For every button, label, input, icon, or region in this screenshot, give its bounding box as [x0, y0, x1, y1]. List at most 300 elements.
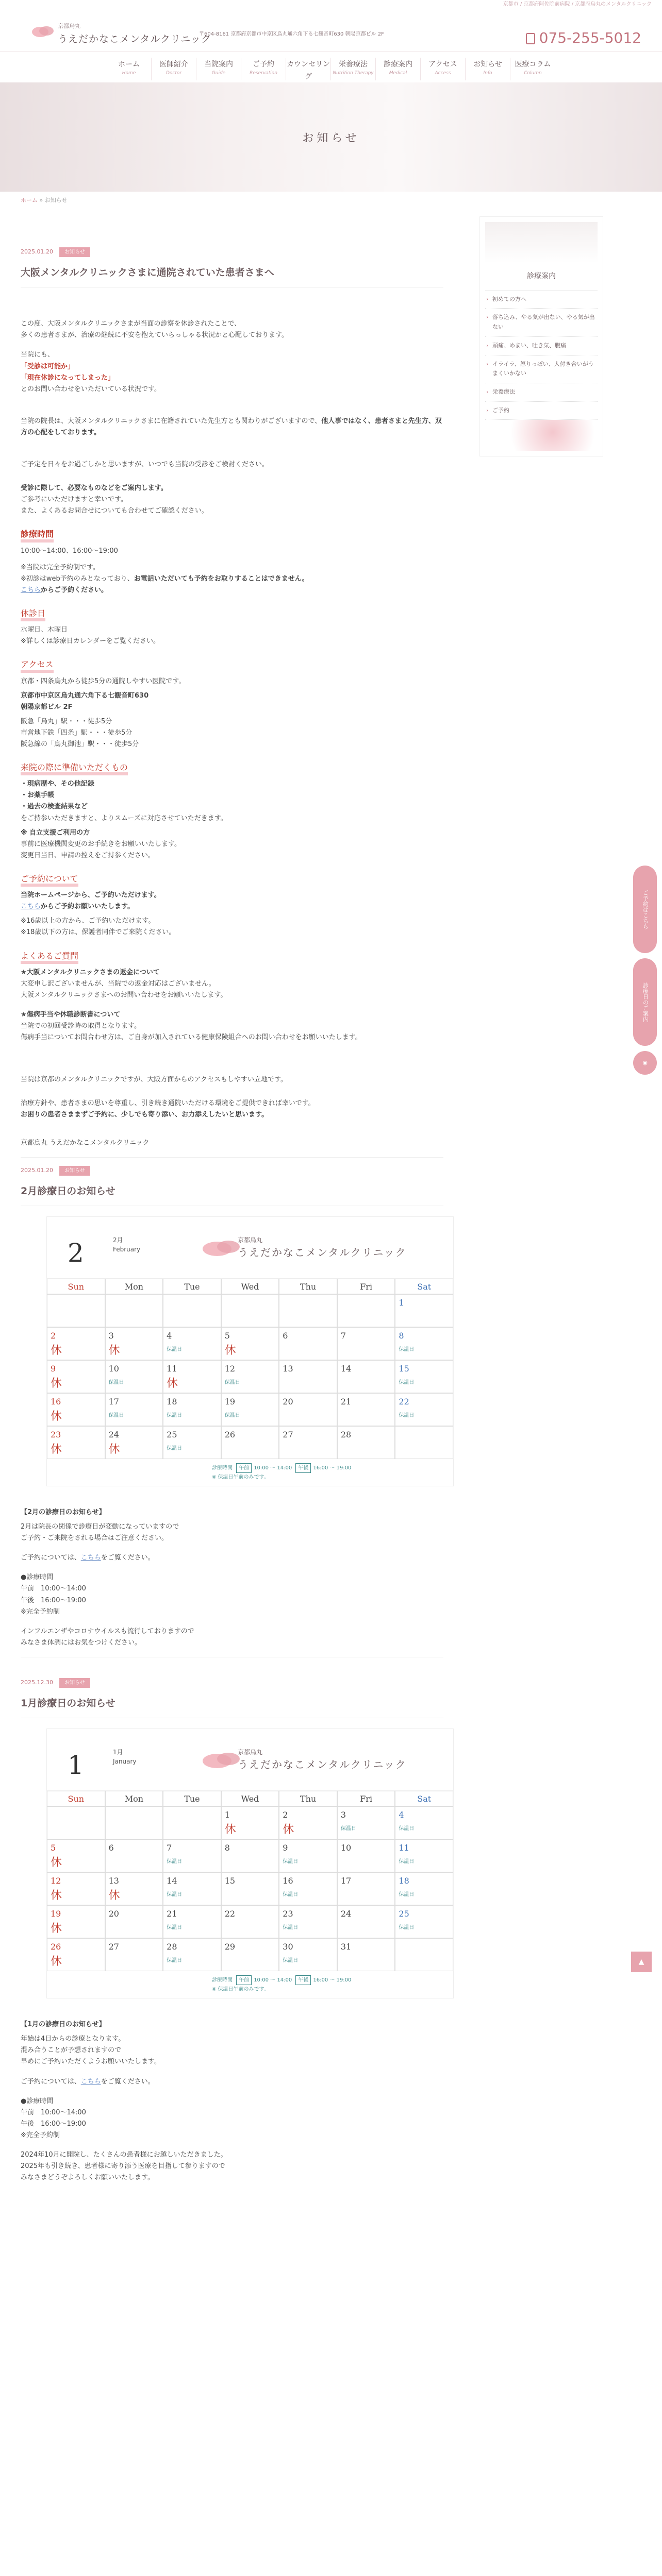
- calendar-day: [279, 1327, 337, 1360]
- calendar-day-number: 19: [51, 1909, 61, 1919]
- calendar-day: [47, 1327, 105, 1360]
- nav-label: お知らせ: [473, 60, 502, 69]
- calendar-legend: [47, 1459, 453, 1486]
- calendar-day-number: 28: [167, 1942, 177, 1952]
- calendar-day: [163, 1327, 221, 1360]
- text: ・お薬手帳: [21, 791, 55, 800]
- calendar-day-number: 18: [399, 1876, 409, 1886]
- nav-label-en: Home: [122, 70, 136, 76]
- calendar-day: [47, 1938, 105, 1971]
- calendar-half-day-mark: 保温日: [283, 1892, 299, 1898]
- calendar-day-number: 15: [399, 1363, 409, 1374]
- calendar-day-number: 13: [283, 1363, 293, 1374]
- calendar-day: [105, 1839, 163, 1872]
- sidebar-title: 診療案内: [485, 263, 598, 291]
- post-meta: [21, 1166, 443, 1176]
- calendar-day-number: 12: [51, 1876, 61, 1886]
- calendar-day: [221, 1393, 279, 1426]
- calendar-closed-mark: 休: [108, 1344, 120, 1357]
- text: 2025年も引き続き、患者様に寄り添う医療を目指して参りますので: [21, 2162, 225, 2171]
- calendar-half-day-mark: 保温日: [399, 1346, 415, 1352]
- calendar-half-day-mark: 保温日: [340, 1826, 356, 1832]
- calendar-half-day-mark: 保温日: [399, 1826, 415, 1832]
- calendar-empty-day: [395, 1426, 453, 1459]
- calendar-day-number: 5: [224, 1330, 230, 1341]
- legend-text: 午前: [236, 1975, 252, 1985]
- calendar-day: [105, 1393, 163, 1426]
- calendar-day: [47, 1426, 105, 1459]
- float-chat-button[interactable]: [633, 1051, 657, 1075]
- calendar-half-day-mark: 保温日: [283, 1859, 299, 1865]
- calendar-half-day-mark: 保温日: [108, 1379, 124, 1385]
- nav-item-reservation[interactable]: [241, 58, 286, 80]
- section-heading-closed: 休診日: [21, 608, 45, 621]
- calendar-day: [395, 1872, 453, 1905]
- text: ※初診はweb予約のみとなっており、: [21, 574, 134, 583]
- calendar-day-number: 19: [224, 1396, 236, 1406]
- calendar-day-number: 23: [51, 1429, 61, 1439]
- text: をご覧ください。: [101, 1554, 155, 1562]
- calendar-day: [47, 1872, 105, 1905]
- calendar-day-number: 4: [167, 1330, 172, 1341]
- calendar-half-day-mark: 保温日: [167, 1445, 183, 1451]
- calendar-day-number: 27: [283, 1429, 293, 1439]
- calendar-month-jp: 2月: [113, 1236, 123, 1244]
- text: 受診に際して、必要なものなどをご案内します。: [21, 484, 168, 493]
- calendar-day-number: 12: [224, 1363, 236, 1374]
- calendar-day-number: 26: [224, 1429, 236, 1439]
- logo-clinic-name: うえだかなこメンタルクリニック: [58, 33, 211, 45]
- text: 当院ホームページから、ご予約いただけます。: [21, 891, 161, 900]
- calendar-half-day-mark: 保温日: [399, 1892, 415, 1898]
- calendar-dow-thu: Thu: [279, 1791, 337, 1806]
- nav-label-en: Medical: [389, 70, 407, 76]
- calendar-day: [337, 1839, 395, 1872]
- calendar-day-number: 9: [51, 1363, 56, 1374]
- calendar-empty-day: [47, 1294, 105, 1327]
- calendar-day-number: 25: [167, 1429, 177, 1439]
- calendar-month-number: 2: [68, 1238, 84, 1268]
- calendar-clinic-name: [238, 1748, 407, 1772]
- reservation-link[interactable]: こちら: [80, 2077, 101, 2086]
- calendar-day-number: 11: [399, 1843, 409, 1853]
- nav-item-medical[interactable]: [376, 58, 421, 80]
- calendar-closed-mark: 休: [283, 1823, 294, 1837]
- calendar-closed-mark: 休: [51, 1410, 62, 1423]
- nav-label-en: Info: [483, 70, 492, 76]
- text: 当院は京都のメンタルクリニックですが、大阪方面からのアクセスもしやすい立地です。: [21, 1076, 288, 1084]
- reservation-link[interactable]: こちら: [21, 586, 41, 594]
- calendar-day: [395, 1360, 453, 1393]
- calendar-empty-day: [163, 1806, 221, 1839]
- calendar-day-number: 6: [283, 1330, 288, 1341]
- breadcrumb-sep: »: [39, 197, 43, 204]
- text: ※ 自立支援ご利用の方: [21, 828, 90, 837]
- text: 混み合うことが予想されますので: [21, 2046, 122, 2055]
- text: 変更日当日、申請の控えをご持参ください。: [21, 851, 155, 859]
- text: 当院での初回受診時の取得となります。: [21, 1022, 141, 1030]
- calendar-day: [163, 1426, 221, 1459]
- calendar-day: [221, 1806, 279, 1839]
- section-heading-faq: よくあるご質問: [21, 951, 78, 964]
- post-meta: [21, 247, 443, 257]
- logo-subtitle: 京都烏丸: [58, 23, 80, 29]
- calendar-empty-day: [105, 1294, 163, 1327]
- nav-label: カウンセリング: [287, 60, 330, 81]
- main-content: [21, 206, 443, 2183]
- calendar-day: [279, 1905, 337, 1938]
- calendar-feb: [46, 1216, 454, 1486]
- calendar-day: [279, 1360, 337, 1393]
- section-heading-access: アクセス: [21, 659, 54, 672]
- nav-label: ご予約: [253, 60, 274, 69]
- sidebar-item[interactable]: › ご予約: [485, 402, 598, 420]
- calendar-day-number: 1: [224, 1810, 230, 1820]
- text: 事前に医療機関変更のお手続きをお願いいたします。: [21, 840, 181, 848]
- text: 朝陽京都ビル 2F: [21, 703, 73, 711]
- calendar-day-number: 28: [340, 1429, 352, 1439]
- calendar-day: [221, 1839, 279, 1872]
- post-category-badge[interactable]: お知らせ: [59, 247, 90, 257]
- calendar-day: [47, 1393, 105, 1426]
- calendar-clinic-title: うえだかなこメンタルクリニック: [238, 1246, 407, 1259]
- nav-item-guide[interactable]: [196, 58, 241, 80]
- post-feb-calendar: [21, 1166, 443, 1657]
- post-jan-calendar: [21, 1678, 443, 2183]
- calendar-day: [337, 1905, 395, 1938]
- calendar-day: [395, 1393, 453, 1426]
- nav-label: 診療案内: [384, 60, 412, 69]
- calendar-day-number: 16: [283, 1876, 293, 1886]
- float-label: ご予約はこちら: [642, 889, 649, 929]
- calendar-day: [395, 1905, 453, 1938]
- calendar-closed-mark: 休: [51, 1344, 62, 1357]
- calendar-day: [337, 1393, 395, 1426]
- calendar-day: [337, 1426, 395, 1459]
- calendar-month-jp: 1月: [113, 1749, 123, 1756]
- calendar-day: [105, 1327, 163, 1360]
- post-title: 大阪メンタルクリニックさまに通院されていた患者さまへ: [21, 264, 443, 287]
- post-divider: [21, 1157, 443, 1158]
- legend-text: 16:00 ～ 19:00: [313, 1977, 352, 1984]
- calendar-closed-mark: 休: [51, 1889, 62, 1903]
- calendar-dow-sat: Sat: [395, 1791, 453, 1806]
- text: お電話いただいても予約をお取りすることはできません。: [134, 574, 309, 583]
- calendar-day-number: 7: [167, 1843, 172, 1853]
- calendar-legend: [47, 1971, 453, 1998]
- post-date: 2025.01.20: [21, 1166, 53, 1174]
- calendar-day-number: 3: [340, 1810, 346, 1820]
- calendar-closed-mark: 休: [167, 1377, 178, 1390]
- calendar-half-day-mark: 保温日: [399, 1859, 415, 1865]
- text: 年始は4日からの診療となります。: [21, 2035, 125, 2043]
- text: ※18歳以下の方は、保護者同伴でご来院ください。: [21, 928, 176, 937]
- text: からご予約お願いいたします。: [41, 903, 134, 911]
- calendar-half-day-mark: 保温日: [167, 1925, 183, 1931]
- calendar-half-day-mark: 保温日: [399, 1412, 415, 1418]
- text: 午後 16:00～19:00: [21, 1596, 86, 1604]
- top-tagline: 京都市 / 京都府阿佐院前病院 / 京都府烏丸のメンタルクリニック: [503, 2, 652, 7]
- nav-item-nutrition[interactable]: [331, 58, 376, 80]
- calendar-jan: [46, 1728, 454, 1998]
- text: 午前 10:00～14:00: [21, 1585, 86, 1593]
- text: ご予約については、: [21, 2077, 81, 2086]
- calendar-day: [221, 1905, 279, 1938]
- reservation-link[interactable]: こちら: [21, 903, 41, 911]
- calendar-closed-mark: 休: [108, 1889, 120, 1903]
- legend-text: 診療時間: [212, 1977, 233, 1984]
- sidebar-box: [479, 216, 603, 456]
- text: お困りの患者さままずご予約に、少しでも寄り添い、お力添えしたいと思います。: [21, 1111, 268, 1119]
- logo-mark-icon: [31, 24, 55, 37]
- text: ※完全予約制: [21, 1607, 60, 1616]
- breadcrumb-home[interactable]: ホーム: [21, 197, 38, 204]
- calendar-day: [395, 1806, 453, 1839]
- text: ※詳しくは診療日カレンダーをご覧ください。: [21, 637, 160, 646]
- calendar-half-day-mark: 保温日: [108, 1412, 124, 1418]
- text: 傷病手当についてお問合わせ方は、ご自身が加入されている健康保険組合へのお問い合わせをお願いいたします。: [21, 1033, 362, 1042]
- page-top-button[interactable]: [631, 1952, 652, 1972]
- text: 治療方針や、患者さまの思いを尊重し、引き続き通院いただける環境をご提供できれば幸いです。: [21, 1099, 315, 1108]
- calendar-month-label: [113, 1235, 140, 1254]
- text: 2024年10月に開院し、たくさんの患者様にお越しいただきました。: [21, 2151, 227, 2159]
- phone-number[interactable]: [526, 26, 641, 50]
- text: 午前 10:00～14:00: [21, 2108, 86, 2116]
- float-chat-icon: ◉: [642, 1059, 648, 1066]
- post-meta: [21, 1678, 443, 1688]
- calendar-day-number: 26: [51, 1942, 61, 1952]
- sidebar-item[interactable]: › 初めての方へ: [485, 291, 598, 309]
- nav-label-en: Reservation: [250, 70, 277, 76]
- calendar-day: [279, 1938, 337, 1971]
- text: 水曜日、木曜日: [21, 626, 68, 634]
- calendar-day-number: 18: [167, 1396, 177, 1406]
- calendar-day-number: 1: [399, 1297, 404, 1308]
- calendar-day: [337, 1938, 395, 1971]
- global-nav: [0, 58, 662, 80]
- text: ※完全予約制: [21, 2131, 60, 2139]
- text: ・過去の検査結果など: [21, 803, 88, 811]
- calendar-grid: [47, 1791, 453, 1971]
- calendar-closed-mark: 休: [51, 1443, 62, 1456]
- phone-icon: [526, 33, 535, 44]
- calendar-day: [221, 1426, 279, 1459]
- text: 当院の院長は、大阪メンタルクリニックさまに在籍されていた先生方とも関わりがございますので、: [21, 417, 322, 425]
- legend-text: 10:00 ～ 14:00: [254, 1465, 292, 1471]
- calendar-day: [337, 1806, 395, 1839]
- text: 「受診は可能か」: [21, 362, 75, 370]
- calendar-empty-day: [337, 1294, 395, 1327]
- float-reservation-button[interactable]: [633, 866, 657, 953]
- calendar-day-number: 21: [340, 1396, 352, 1406]
- calendar-day: [279, 1393, 337, 1426]
- calendar-day-number: 24: [340, 1909, 352, 1919]
- clinic-address: 〒604-8161 京都府京都市中京区烏丸通六角下る七観音町630 朝陽京都ビル 2F: [199, 31, 384, 37]
- page-title: お知らせ: [302, 132, 360, 145]
- nav-item-info[interactable]: [466, 58, 510, 80]
- sidebar-item[interactable]: › 栄養療法: [485, 383, 598, 402]
- calendar-day: [395, 1327, 453, 1360]
- nav-item-doctor[interactable]: [152, 58, 196, 80]
- text: 「現在休診になってしまった」: [21, 374, 115, 382]
- calendar-closed-mark: 休: [108, 1443, 120, 1456]
- calendar-day: [105, 1872, 163, 1905]
- calendar-day: [163, 1905, 221, 1938]
- calendar-day-number: 9: [283, 1843, 288, 1853]
- calendar-day: [337, 1872, 395, 1905]
- calendar-half-day-mark: 保温日: [167, 1412, 183, 1418]
- text: ●診療時間: [21, 2097, 54, 2105]
- nav-label: アクセス: [428, 60, 457, 69]
- calendar-day-number: 29: [224, 1942, 236, 1952]
- text: ご予定を日々をお過ごしかと思いますが、いつでも当院の受診をご検討ください。: [21, 461, 269, 469]
- calendar-day-number: 31: [340, 1942, 352, 1952]
- section-heading-reservation: ご予約について: [21, 874, 78, 887]
- legend-text: 午前: [236, 1463, 252, 1473]
- calendar-month-en: January: [113, 1758, 137, 1766]
- sidebar-decoration: [485, 420, 598, 451]
- post-body: [21, 318, 443, 1148]
- section-heading-hours: 診療時間: [21, 529, 54, 542]
- calendar-day-number: 7: [340, 1330, 346, 1341]
- calendar-empty-day: [221, 1294, 279, 1327]
- text: ※16歳以上の方から、ご予約いただけます。: [21, 917, 155, 925]
- calendar-day-number: 22: [224, 1909, 236, 1919]
- calendar-day-number: 17: [108, 1396, 119, 1406]
- calendar-closed-mark: 休: [224, 1823, 236, 1837]
- legend-text: ※ 保温日午前のみです。: [212, 1987, 269, 1993]
- calendar-dow-fri: Fri: [337, 1791, 395, 1806]
- calendar-day: [279, 1806, 337, 1839]
- calendar-day: [337, 1360, 395, 1393]
- nav-item-counseling[interactable]: [286, 58, 331, 80]
- calendar-day-number: 6: [108, 1843, 114, 1853]
- calendar-closed-mark: 休: [51, 1377, 62, 1390]
- sidebar-item[interactable]: › イライラ、怒りっぽい、人付き合いがうまくいかない: [485, 355, 598, 383]
- calendar-dow-mon: Mon: [105, 1791, 163, 1806]
- post-title: 2月診療日のお知らせ: [21, 1183, 443, 1206]
- calendar-header: [47, 1729, 453, 1791]
- calendar-day-number: 3: [108, 1330, 114, 1341]
- text: 【1月の診療日のお知らせ】: [21, 2021, 106, 2029]
- calendar-dow-wed: Wed: [221, 1279, 279, 1294]
- calendar-day-number: 22: [399, 1396, 409, 1406]
- post-category-badge[interactable]: お知らせ: [59, 1166, 90, 1176]
- post-body: [21, 2019, 443, 2183]
- legend-text: 午後: [295, 1975, 311, 1985]
- top-tagline-bar: [0, 0, 662, 8]
- calendar-closed-mark: 休: [224, 1344, 236, 1357]
- calendar-empty-day: [47, 1806, 105, 1839]
- calendar-grid: [47, 1279, 453, 1459]
- calendar-dow-sun: Sun: [47, 1791, 105, 1806]
- calendar-half-day-mark: 保温日: [167, 1892, 183, 1898]
- text: みなさま体調にはお気をつけください。: [21, 1638, 142, 1647]
- calendar-month-en: February: [113, 1245, 141, 1253]
- float-label: 診療日のご案内: [642, 982, 649, 1022]
- calendar-dow-fri: Fri: [337, 1279, 395, 1294]
- nav-label-en: Column: [524, 70, 542, 76]
- calendar-day-number: 14: [340, 1363, 352, 1374]
- text: ★傷病手当や休職診断書について: [21, 1010, 121, 1019]
- text: ●診療時間: [21, 1573, 54, 1582]
- calendar-day: [105, 1938, 163, 1971]
- post-body: [21, 1507, 443, 1649]
- text: 多くの患者さまが、治療の継続に不安を抱えていらっしゃる状況かと心配しております。: [21, 331, 288, 340]
- nav-label-en: Doctor: [166, 70, 182, 76]
- calendar-dow-wed: Wed: [221, 1791, 279, 1806]
- calendar-day: [395, 1294, 453, 1327]
- calendar-clinic-sub: 京都烏丸: [238, 1749, 263, 1756]
- sidebar-item[interactable]: › 落ち込み、やる気が出ない、やる気が出ない: [485, 309, 598, 336]
- nav-label: 医師紹介: [159, 60, 188, 69]
- text: ★大阪メンタルクリニックさまの返金について: [21, 968, 160, 976]
- calendar-day: [105, 1426, 163, 1459]
- calendar-closed-mark: 休: [51, 1922, 62, 1936]
- calendar-day: [47, 1839, 105, 1872]
- calendar-closed-mark: 休: [51, 1955, 62, 1969]
- calendar-day: [279, 1839, 337, 1872]
- text: 京都・四条烏丸から徒歩5分の通院しやすい医院です。: [21, 677, 186, 685]
- calendar-day: [279, 1872, 337, 1905]
- calendar-day-number: 20: [108, 1909, 119, 1919]
- text: からご予約ください。: [41, 586, 108, 594]
- nav-item-column[interactable]: [510, 58, 555, 80]
- calendar-day: [395, 1839, 453, 1872]
- nav-item-access[interactable]: [421, 58, 466, 80]
- nav-item-home[interactable]: [107, 58, 152, 80]
- calendar-day-number: 30: [283, 1942, 293, 1952]
- reservation-link[interactable]: こちら: [80, 1554, 101, 1562]
- calendar-day-number: 11: [167, 1363, 177, 1374]
- text: ご予約・ご来院をされる場合はご注意ください。: [21, 1534, 169, 1543]
- calendar-day-number: 2: [51, 1330, 56, 1341]
- calendar-day: [163, 1839, 221, 1872]
- text: をご覧ください。: [101, 2077, 155, 2086]
- breadcrumb-current: お知らせ: [44, 197, 68, 204]
- calendar-half-day-mark: 保温日: [283, 1958, 299, 1964]
- calendar-dow-sat: Sat: [395, 1279, 453, 1294]
- calendar-day: [221, 1327, 279, 1360]
- nav-label: ホーム: [118, 60, 140, 69]
- calendar-day: [163, 1393, 221, 1426]
- text: 阪急「烏丸」駅・・・徒歩5分: [21, 717, 112, 725]
- calendar-day: [163, 1872, 221, 1905]
- legend-text: 午後: [295, 1463, 311, 1473]
- calendar-empty-day: [105, 1806, 163, 1839]
- legend-text: 診療時間: [212, 1465, 233, 1471]
- legend-text: 10:00 ～ 14:00: [254, 1977, 292, 1984]
- post-category-badge[interactable]: お知らせ: [59, 1678, 90, 1688]
- calendar-day-number: 5: [51, 1843, 56, 1853]
- float-schedule-button[interactable]: [633, 958, 657, 1046]
- post-signature: 京都烏丸 うえだかなこメンタルクリニック: [21, 1139, 150, 1147]
- calendar-half-day-mark: 保温日: [224, 1379, 240, 1385]
- post-date: 2025.12.30: [21, 1679, 53, 1686]
- calendar-day-number: 20: [283, 1396, 293, 1406]
- text: 当院にも、: [21, 351, 55, 359]
- calendar-empty-day: [395, 1938, 453, 1971]
- text: 2月は院長の関係で診療日が変動になっていますので: [21, 1523, 179, 1531]
- text: 他人事ではなく、患者さまと先生方、双方の心配をしております。: [21, 417, 442, 436]
- phone-text: 075-255-5012: [539, 29, 641, 46]
- text: 市営地下鉄「四条」駅・・・徒歩5分: [21, 728, 133, 737]
- calendar-half-day-mark: 保温日: [399, 1379, 415, 1385]
- calendar-day: [47, 1360, 105, 1393]
- calendar-dow-tue: Tue: [163, 1791, 221, 1806]
- sidebar-item[interactable]: › 頭痛、めまい、吐き気、腹痛: [485, 337, 598, 355]
- text: インフルエンザやコロナウイルスも流行しておりますので: [21, 1627, 194, 1635]
